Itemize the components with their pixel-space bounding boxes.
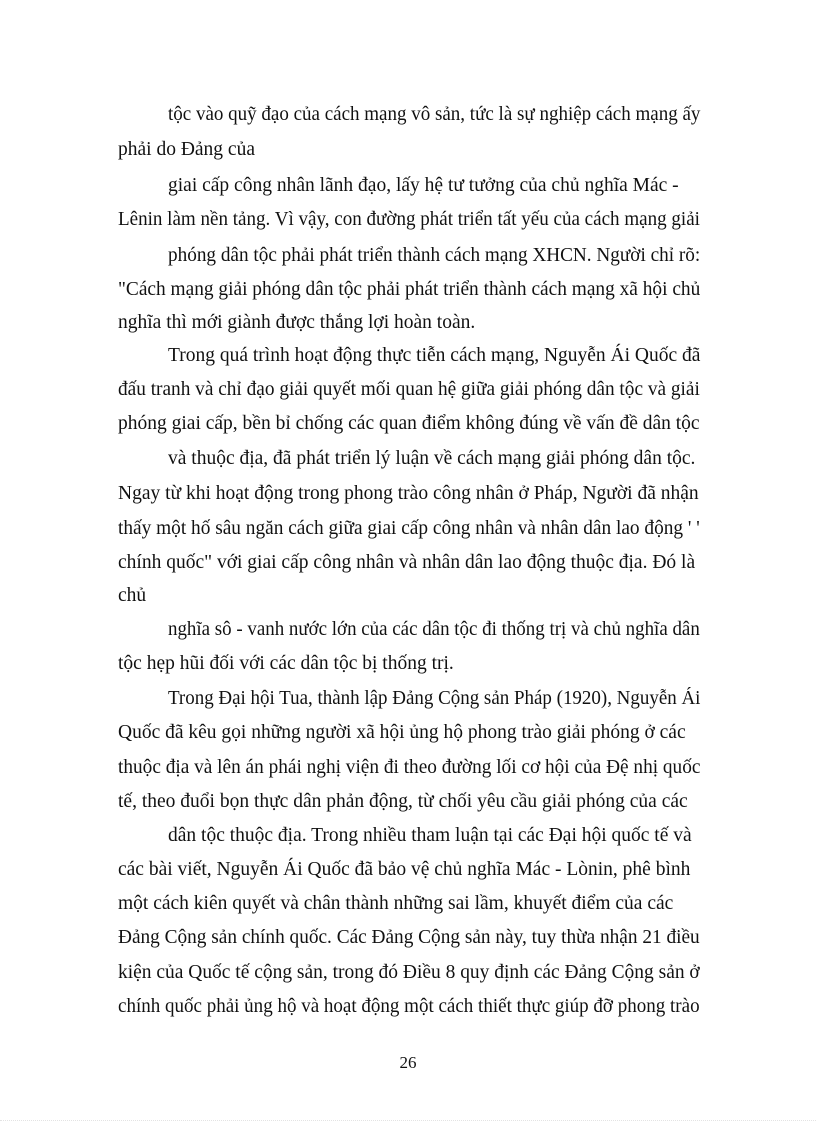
text-line: các bài viết, Nguyễn Ái Quốc đã bảo vệ chủ nghĩa Mác - Lònin, phê bình [118, 859, 691, 880]
text-line: kiện của Quốc tế cộng sản, trong đó Điều 8 quy định các Đảng Cộng sản ở [118, 962, 700, 983]
text-line: chính quốc" với giai cấp công nhân và nhân dân lao động thuộc địa. Đó là [118, 552, 696, 573]
text-line: Trong quá trình hoạt động thực tiễn cách mạng, Nguyễn Ái Quốc đã [168, 345, 701, 366]
text-line: tộc hẹp hũi đối với các dân tộc bị thống trị. [118, 653, 454, 674]
page-bottom-rule [0, 1120, 816, 1121]
text-line: tộc vào quỹ đạo của cách mạng vô sản, tức là sự nghiệp cách mạng ấy [168, 104, 701, 125]
text-line: và thuộc địa, đã phát triển lý luận về cách mạng giải phóng dân tộc. [168, 448, 696, 469]
text-line: phóng dân tộc phải phát triển thành cách mạng XHCN. Người chỉ rõ: [168, 245, 701, 266]
text-line: Lênin làm nền tảng. Vì vậy, con đường phát triển tất yếu của cách mạng giải [118, 209, 700, 230]
text-line: Ngay từ khi hoạt động trong phong trào công nhân ở Pháp, Người đã nhận [118, 483, 699, 504]
text-line: phóng giai cấp, bền bỉ chống các quan điểm không đúng về vấn đề dân tộc [118, 413, 700, 434]
text-line: thấy một hố sâu ngăn cách giữa giai cấp công nhân và nhân dân lao động ' ' [118, 518, 700, 539]
text-line: tế, theo đuổi bọn thực dân phản động, từ chối yêu cầu giải phóng của các [118, 791, 688, 812]
page-number: 26 [399, 1053, 417, 1072]
text-line: chủ [118, 585, 147, 606]
text-line: phải do Đảng của [118, 139, 255, 160]
text-line: một cách kiên quyết và chân thành những sai lầm, khuyết điểm của các [118, 893, 674, 914]
text-line: "Cách mạng giải phóng dân tộc phải phát triển thành cách mạng xã hội chủ [118, 279, 701, 300]
text-line: nghĩa sô - vanh nước lớn của các dân tộc đi thống trị và chủ nghĩa dân [168, 619, 700, 640]
text-line: thuộc địa và lên án phái nghị viện đi theo đường lối cơ hội của Đệ nhị quốc [118, 757, 701, 778]
text-line: đấu tranh và chỉ đạo giải quyết mối quan hệ giữa giải phóng dân tộc và giải [118, 379, 700, 400]
text-line: Trong Đại hội Tua, thành lập Đảng Cộng sản Pháp (1920), Nguyễn Ái [168, 688, 701, 709]
text-line: dân tộc thuộc địa. Trong nhiều tham luận tại các Đại hội quốc tế và [168, 825, 692, 846]
text-line: giai cấp công nhân lãnh đạo, lấy hệ tư tưởng của chủ nghĩa Mác - [168, 175, 679, 196]
text-line: chính quốc phải ủng hộ và hoạt động một cách thiết thực giúp đỡ phong trào [118, 996, 700, 1017]
text-line: nghĩa thì mới giành được thắng lợi hoàn toàn. [118, 312, 476, 333]
text-line: Quốc đã kêu gọi những người xã hội ủng hộ phong trào giải phóng ở các [118, 722, 686, 743]
text-line: Đảng Cộng sản chính quốc. Các Đảng Cộng sản này, tuy thừa nhận 21 điều [118, 927, 700, 948]
